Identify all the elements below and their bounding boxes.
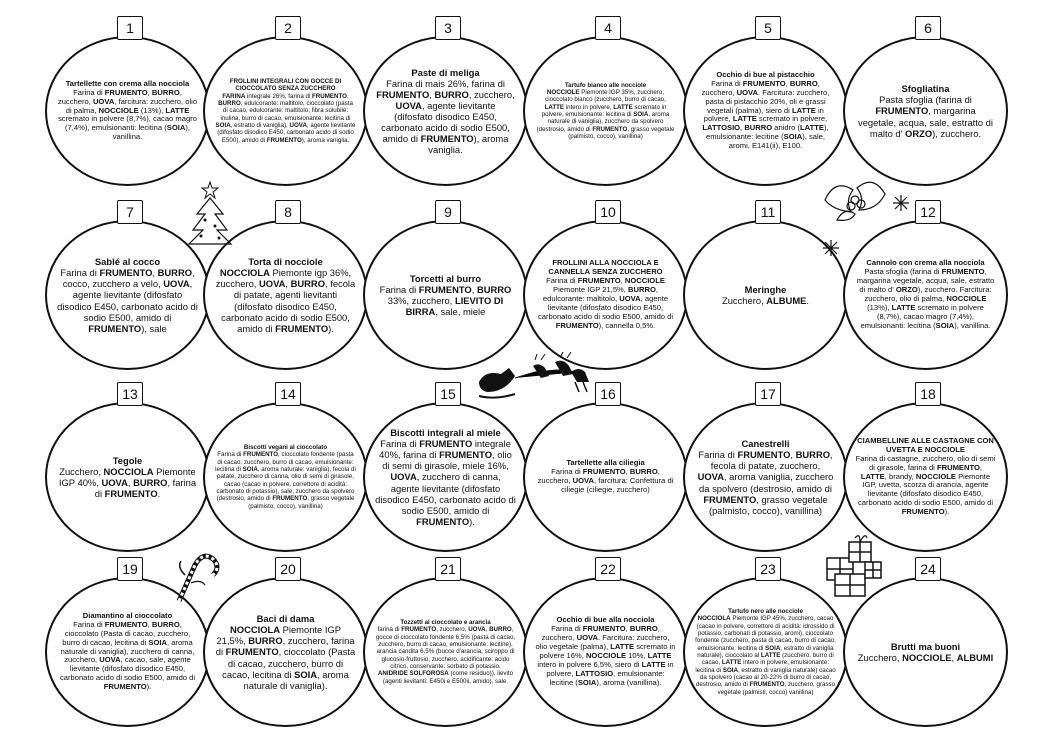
product-title: Biscotti integrali al miele: [390, 427, 501, 439]
product-title: Tozzetti al cioccolato e arancia: [400, 619, 491, 627]
ornament-label: [45, 36, 210, 186]
ornament-label: [203, 577, 368, 727]
ornament-label: [363, 402, 528, 552]
product-title: Tegole: [112, 454, 143, 466]
ornament-number: 15: [435, 382, 461, 406]
product-title: Cannolo con crema alla nocciola: [866, 258, 985, 268]
ornament-label: [363, 36, 528, 186]
product-title: Torcetti al burro: [409, 272, 482, 284]
ornament-number: 1: [117, 16, 143, 40]
ornament-11: [678, 198, 858, 378]
product-title: FROLLINI ALLA NOCCIOLA E CANNELLA SENZA ZUCCHERO: [548, 258, 663, 277]
ornament-label: [363, 220, 528, 370]
product-title: Occhio di bue alla nocciola: [556, 615, 655, 625]
ingredients-text: Farina di FRUMENTO, cioccolato fondente (pasta di cacao, zucchero, burro di cacao, emulsionante: lecitina di SOIA, aroma naturale: vaniglia), fecola di patate, zucchero di canna, olio di semi di girasole, cacao (cacao in polvere, correttore di acidità: carbonato di potassio), sale, zucchero da spolvero (destrosio, amido di FRUMENTO, grasso vegetale (palmisto, cocco), vanillina): [215, 451, 356, 510]
ingredients-text: Farina di FRUMENTO, BURRO 33%, zucchero, LIEVITO DI BIRRA, sale, miele: [379, 283, 512, 318]
product-title: Brutti ma buoni: [890, 640, 961, 652]
ingredients-text: Farina di FRUMENTO, NOCCIOLE Piemonte IGP 21,5%, BURRO, edulcorante: maltitolo, UOVA, agente lievitante (difosfato disodico E450, carbonato acido di sodio E500, amido di FRUMENTO), cannella 0,5%.: [537, 276, 674, 330]
ornament-number: 18: [915, 382, 941, 406]
ingredients-text: Pasta sfoglia (farina di FRUMENTO, margarina vegetale, acqua, sale, estratto di malto d' ORZO), zucchero.: [858, 94, 993, 139]
ingredients-text: Farina di FRUMENTO, BURRO, zucchero, UOVA, farcitura: zucchero, olio di palma, NOCCIOLE (13%), LATTE scremato in polvere (8,7%), cacao magro (7,4%), emulsionanti: lecitina (SOIA), vanillina.: [57, 87, 198, 142]
ornament-number: 13: [117, 382, 143, 406]
ornament-number: 10: [595, 200, 621, 224]
ornament-label: [523, 402, 688, 552]
ornament-number: 4: [595, 16, 621, 40]
ornament-number: 7: [117, 200, 143, 224]
ornament-number: 19: [117, 557, 143, 581]
ornament-label: [363, 577, 528, 727]
ornament-number: 5: [755, 16, 781, 40]
ornament-label: [683, 402, 848, 552]
candy-cane-icon: [165, 545, 225, 605]
ingredients-text: Zucchero, ALBUME.: [721, 295, 809, 306]
ornament-label: [523, 36, 688, 186]
ingredients-text: Zucchero, NOCCIOLE, ALBUMI: [857, 652, 994, 663]
ingredients-text: FARINA integrale 26%, farina di FRUMENTO, BURRO, edulcorante: maltitolo, cioccolato (pasta di cacao, edulcorante: maltitolo, fibra solubile: inulina, burro di cacao, emulsionante: lecitina di SOIA, estratto di vaniglia), UOVA, agente lievitante (difosfato disodico E450, carbonato acido di sodio E500), amido di FRUMENTO), aroma vaniglia.: [215, 92, 356, 144]
product-title: Torta di nocciole: [248, 256, 323, 268]
product-title: Biscotti vegani al cioccolato: [243, 444, 328, 452]
ornament-22: [518, 555, 698, 735]
ornament-number: 22: [595, 557, 621, 581]
ornament-label: [843, 36, 1008, 186]
gift-boxes-icon: [825, 530, 885, 600]
ingredients-text: Zucchero, NOCCIOLA Piemonte IGP 40%, UOVA, BURRO, farina di FRUMENTO.: [58, 465, 197, 500]
product-title: Canestrelli: [741, 438, 790, 450]
ingredients-text: Pasta sfoglia (farina di FRUMENTO, margarina vegetale, acqua, sale, estratto di malto d' ORZO), zucchero. Farcitura: zucchero, olio di palma, NOCCIOLE (13%), LATTE scremato in polvere (8,7%), cacao magro (7,4%), emulsionanti: lecitina (SOIA), vanillina.: [856, 267, 995, 330]
ingredients-text: Farina di mais 26%, farina di FRUMENTO, BURRO, zucchero, UOVA, agente lievitante (difosfato disodico E450, carbonato acido di sodio E500, amido di FRUMENTO), aroma vaniglia.: [376, 77, 515, 156]
product-title: Diamantino al cioccolato: [82, 610, 173, 620]
ornament-14: [198, 380, 378, 560]
product-title: Occhio di bue al pistacchio: [716, 69, 815, 79]
ornament-number: 21: [435, 557, 461, 581]
snowflake-icon: [823, 240, 839, 256]
ingredients-text: Farina di FRUMENTO, BURRO, cocco, zucchero a velo, UOVA, agente lievitante (difosfato disodico E450, carbonato acido di sodio E500, amido di FRUMENTO), sale: [57, 267, 198, 334]
ingredients-text: Farina di FRUMENTO, BURRO, zucchero, UOVA. Farcitura: zucchero, pasta di pistacchio 20%, oli e grassi vegetali (palma), siero di LATTE in polvere, LATTE scremato in polvere, LATTOSIO, BURRO anidro (LATTE), emulsionante: lecitine (SOIA), sale, aromi, E141(ii), E100.: [701, 78, 830, 151]
ornament-2: [198, 14, 378, 194]
ingredients-text: Farina di FRUMENTO, BURRO, fecola di patate, zucchero, UOVA, aroma vaniglia, zucchero da spolvero (destrosio, amido di FRUMENTO, grasso vegetale (palmisto, cocco), vanillina): [697, 449, 834, 516]
snowflake-icon: [893, 195, 909, 211]
ornament-label: [523, 220, 688, 370]
product-title: FROLLINI INTEGRALI CON GOCCE DI CIOCCOLATO SENZA ZUCCHERO: [229, 78, 342, 93]
ornament-9: [358, 198, 538, 378]
ingredients-text: Farina di FRUMENTO, BURRO, cioccolato (Pasta di cacao, zucchero, burro di cacao, lecitina di SOIA, aroma naturale di vaniglia), zucchero di canna, zucchero, UOVA, cacao, sale, agente lievitante (difosfato disodico E450, carbonato acido di sodio E500, amido di FRUMENTO).: [59, 619, 196, 692]
ornament-6: [838, 14, 1018, 194]
product-title: CIAMBELLINE ALLE CASTAGNE CON UVETTA E NOCCIOLE: [857, 435, 994, 454]
ornament-5: [678, 14, 858, 194]
ornament-number: 23: [755, 557, 781, 581]
ornament-number: 12: [915, 200, 941, 224]
product-title: Tartellette con crema alla nocciola: [65, 78, 190, 88]
ingredients-text: NOCCIOLA Piemonte igp 36%, zucchero, UOVA, BURRO, fecola di patate, agenti lievitanti (difosfato disodico E450, carbonato acido di sodio E500, amido di FRUMENTO).: [215, 267, 356, 334]
ornament-label: [843, 220, 1008, 370]
product-title: Tartufo nero alle nocciole: [728, 608, 803, 616]
ornament-20: [198, 555, 378, 735]
ornament-number: 8: [275, 200, 301, 224]
ornament-21: [358, 555, 538, 735]
ornament-label: [203, 402, 368, 552]
product-title: Tartellette alla ciliegia: [566, 458, 645, 468]
ornament-12: [838, 198, 1018, 378]
ornament-number: 14: [275, 382, 301, 406]
ingredients-text: farina di FRUMENTO, zucchero, UOVA, BURRO, gocce di cioccolato fondente 6,5% (pasta di cacao, zucchero, burro di cacao, emulsionante: lecitine), arancia candita 6,5% (bucce d'arancia, sciroppo di glucosio-fruttosio, zucchero, acidificante: acido citrico, conservante: sorbato di potassio, ANIDRIDE SOLFOROSA (come residuo)), lievito (agenti lievitanti: E450i e E500ii, amido), sale.: [375, 626, 516, 685]
ingredients-text: NOCCIOLA Piemonte IGP 45%, zucchero, cacao (cacao in polvere, correttore di acidità: idrossido di potassio, carbonati di potassio, aromi), cioccolato fondente (zucchero, pasta di cacao, burro di cacao, emulsionante: lecitina di SOIA, estratto di vaniglia naturale), cioccolato al LATTE (zucchero, burro di cacao, LATTE intero in polvere, emulsionante: lecitina di SOIA, estratto di vaniglia naturale) cacao da spolvero (cacao al 20-22% di burro di cacao, destrosio, amido di FRUMENTO, zucchero, grasso vegetale (palmisti, cocco) vanillina): [695, 615, 836, 696]
product-title: Meringhe: [744, 283, 787, 295]
ornament-label: [683, 36, 848, 186]
ornament-13: [40, 380, 220, 560]
ornament-number: 6: [915, 16, 941, 40]
ingredients-text: Farina di FRUMENTO, BURRO, zucchero, UOVA, farcitura: Confettura di ciliegie (ciliegie, zucchero): [537, 467, 674, 494]
product-title: Sablé al cocco: [94, 256, 161, 268]
product-title: Baci di dama: [256, 613, 315, 625]
ingredients-text: NOCCIOLE Piemonte IGP 35%, zucchero, cioccolato bianco (zucchero, burro di cacao, LATTE intero in polvere, LATTE scremato in polvere, emulsionante: lecitina di SOIA, aroma naturale di vaniglia), zucchero da spolvero (destrosio, amido di FRUMENTO, grasso vegetale (palmisto, cocco), vanillina): [536, 89, 675, 140]
ornament-number: 17: [755, 382, 781, 406]
product-title: Paste di meliga: [411, 66, 480, 78]
ingredients-text: Farina di FRUMENTO, BURRO, zucchero, UOVA. Farcitura: zucchero, olio vegetale (palma), LATTE scremato in polvere 16%, NOCCIOLE 10%, LATTE intero in polvere 6,5%, siero di LATTE in polvere, LATTOSIO, emulsionante: lecitine (SOIA), aroma (vanillina).: [535, 624, 676, 687]
ornament-number: 11: [755, 200, 781, 224]
product-title: Sfogliatina: [901, 83, 950, 95]
ornament-1: [40, 14, 220, 194]
ornament-label: [523, 577, 688, 727]
reindeer-sleigh-icon: [475, 352, 595, 410]
ornament-4: [518, 14, 698, 194]
ornament-number: 24: [915, 557, 941, 581]
ornament-number: 9: [435, 200, 461, 224]
ornament-number: 2: [275, 16, 301, 40]
christmas-tree-icon: [185, 180, 235, 250]
holly-icon: [815, 170, 895, 225]
ornament-number: 16: [595, 382, 621, 406]
ingredients-text: NOCCIOLA Piemonte IGP 21,5%, BURRO, zucchero, farina di FRUMENTO, cioccolato (Pasta di cacao, zucchero, burro di cacao, lecitina di SOIA, aroma naturale di vaniglia).: [215, 624, 356, 691]
ornament-label: [45, 402, 210, 552]
ornament-label: [683, 577, 848, 727]
product-title: Tartufo bianco alle nocciole: [564, 81, 647, 89]
ornament-number: 3: [435, 16, 461, 40]
ornament-10: [518, 198, 698, 378]
ornament-number: 20: [275, 557, 301, 581]
ingredients-text: Farina di castagne, zucchero, olio di semi di girasole, farina di FRUMENTO, LATTE, brandy, NOCCIOLE Piemonte IGP, uvetta, scorza di arancia, agente lievitante (difosfato disodico E450, carbonato acido di sodio E500, amido di FRUMENTO).: [855, 453, 996, 517]
ornament-3: [358, 14, 538, 194]
ornament-label: [203, 36, 368, 186]
ingredients-text: Farina di FRUMENTO integrale 40%, farina di FRUMENTO, olio di semi di girasole, miele 16%, UOVA, zucchero di canna, agente lievitante (difosfato disodico E450, carbonato acido di sodio E500, amido di FRUMENTO).: [375, 438, 516, 527]
